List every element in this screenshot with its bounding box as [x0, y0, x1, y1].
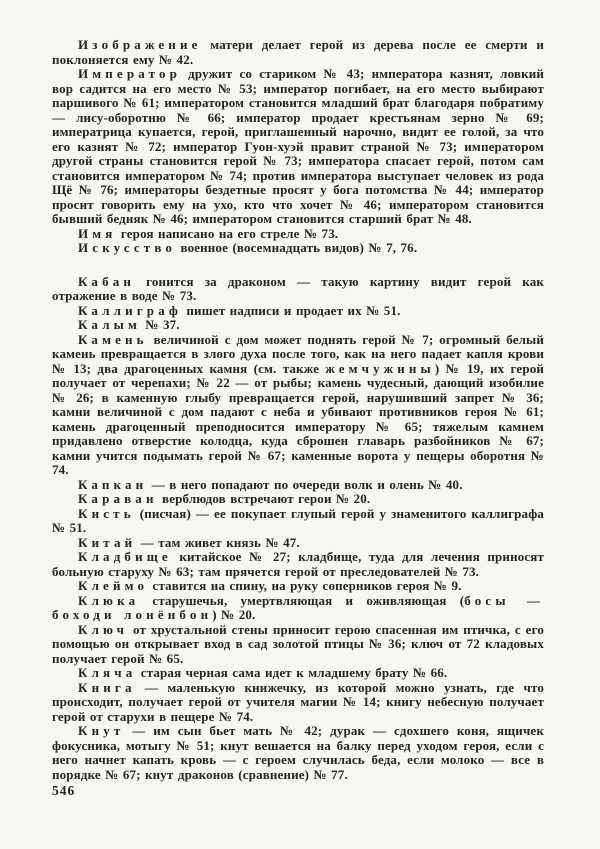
index-entry-kist	[52, 507, 544, 536]
entry-headword: Изображение	[78, 37, 202, 52]
entry-text: верблюдов встречают герои № 20.	[157, 491, 371, 506]
index-entry-imya	[52, 227, 544, 242]
index-entry-kniga	[52, 681, 544, 725]
entry-headword: Книга	[78, 679, 136, 695]
entry-text: героя написано на его стреле № 73.	[116, 225, 339, 241]
index-entry-kamen	[52, 333, 544, 478]
entry-text: пишет надписи и продает их № 51.	[182, 302, 401, 318]
entry-text: — им сын бьет мать № 42; дурак — сдохшего коня, ящичек фокусника, мотыгу № 51; кнут вешается на балку перед уходом героя, если с него начнет капать кровь — с героем случилась беда, если молоко — все в порядке № 67; кнут драконов (сравнение) № 77.	[52, 723, 544, 782]
entry-text: военное (восемнадцать видов) № 7, 76.	[176, 240, 418, 255]
index-entry-kalym	[52, 318, 544, 333]
entry-headword: Кладбище	[78, 549, 172, 564]
index-entry-iskusstvo	[52, 241, 544, 256]
entry-text: — там живет князь № 47.	[136, 534, 300, 550]
entry-headword: Имя	[78, 225, 117, 241]
entry-headword: Кисть	[78, 505, 135, 521]
entry-text: матери делает герой из дерева после ее смерти и поклоняется ему № 42.	[52, 37, 544, 67]
entry-headword: Кнут	[78, 723, 125, 738]
entry-text: китайское № 27; кладбище, туда для лечения приносят больную старуху № 63; там прячется герой от преследователей № 73.	[52, 549, 544, 579]
entry-headword: Кабан	[78, 273, 136, 289]
entry-text: от хрустальной стены приносит герою спасенная им птичка, с его помощью он открывает вход в сад золотой птицы № 36; ключ от 72 кладовых получает герой № 65.	[52, 621, 544, 666]
index-entry-izobrazhenie	[52, 38, 544, 67]
entry-text: — маленькую книжечку, из которой можно узнать, где что происходит, получает герой от учителя магии № 14; книгу небесную получает герой от старухи в пещере № 74.	[52, 679, 544, 724]
index-entry-knut	[52, 724, 544, 782]
entry-headword: Император	[78, 66, 182, 81]
index-entry-klyuka	[52, 594, 544, 623]
entry-spaced-term: босы — боходи лонёнбон	[52, 592, 544, 622]
index-text-block	[52, 38, 544, 782]
index-entry-imperator	[52, 67, 544, 227]
entry-text: № 37.	[140, 317, 180, 332]
index-entry-kladbishche	[52, 550, 544, 579]
entry-headword: Караван	[78, 491, 158, 506]
entry-headword: Кляча	[78, 665, 137, 680]
entry-headword: Искусство	[78, 240, 177, 255]
index-entry-karavan	[52, 492, 544, 507]
entry-headword: Клюка	[78, 592, 140, 608]
index-entry-kleymo	[52, 579, 544, 594]
entry-headword: Камень	[78, 331, 148, 347]
entry-headword: Каллиграф	[78, 302, 183, 318]
entry-text: ) № 19, их герой получает от черепахи; № 22 — от рыбы; камень чудесный, дающий изобилие № 26; в каменную глыбу превращается герой, нарушивший запрет № 36; камни величиной с дом падают с неба и убивают противников героя № 61; камень драгоценный преподносится императору № 65; тяжелым камнем придавлено отверстие колодца, куда сброшен главарь разбойников № 67; камни учится подымать герой № 67; каменные ворота у пещеры оборотня № 74.	[52, 360, 544, 477]
index-entry-klyuch	[52, 623, 544, 667]
index-entry-kaban	[52, 275, 544, 304]
entry-text: ) № 20.	[212, 607, 256, 622]
entry-text: (писчая) — ее покупает глупый герой у знаменитого каллиграфа № 51.	[52, 505, 544, 535]
entry-headword: Капкан	[78, 476, 148, 492]
entry-text: старая черная сама идет к младшему брату № 66.	[136, 665, 448, 680]
index-entry-kalligraf	[52, 304, 544, 319]
entry-text: гонится за драконом — такую картину видит герой как отражение в воде № 73.	[52, 273, 544, 303]
entry-spaced-term: жемчужины	[325, 360, 435, 376]
index-entry-kapkan	[52, 478, 544, 493]
entry-headword: Китай	[78, 534, 137, 550]
entry-text: — в него попадают по очереди волк и олень № 40.	[147, 476, 463, 492]
page-number: 546	[52, 783, 76, 798]
entry-headword: Ключ	[78, 621, 129, 637]
entry-headword: Калым	[78, 317, 141, 332]
entry-text: дружит со стариком № 43; императора казнят, ловкий вор садится на его место № 53; император погибает, на его место выбирают паршивого № 61; императором становится младший брат благодаря побратиму — лису-оборотню № 66; император продает крестьянам зерно № 69; императрица купается, герой, приглашенный нарочно, видит ее голой, за что его казнят № 72; император Гуон-хуэй правит страной № 73; императором другой страны становится герой № 73; императора спасает герой, потом сам становится императором № 74; против императора выступает человек из рода Щё № 76; императоры бездетные просят у бога потомства № 44; император просит говорить ему на ухо, кто что хочет № 46; императором становится бывший бедняк № 46; императором становится старший брат № 48.	[52, 66, 544, 226]
index-entry-kitay	[52, 536, 544, 551]
entry-headword: Клеймо	[78, 578, 149, 593]
entry-text: старушечья, умертвляющая и оживляющая (	[139, 592, 465, 608]
index-entry-klyacha	[52, 666, 544, 681]
entry-text: величиной с дом может поднять герой № 7; огромный белый камень превращается в злого духа после того, как на него падает капля крови № 13; два драгоценных камня (см. также	[52, 331, 544, 376]
entry-text: ставится на спину, на руку соперников героя № 9.	[148, 578, 462, 593]
